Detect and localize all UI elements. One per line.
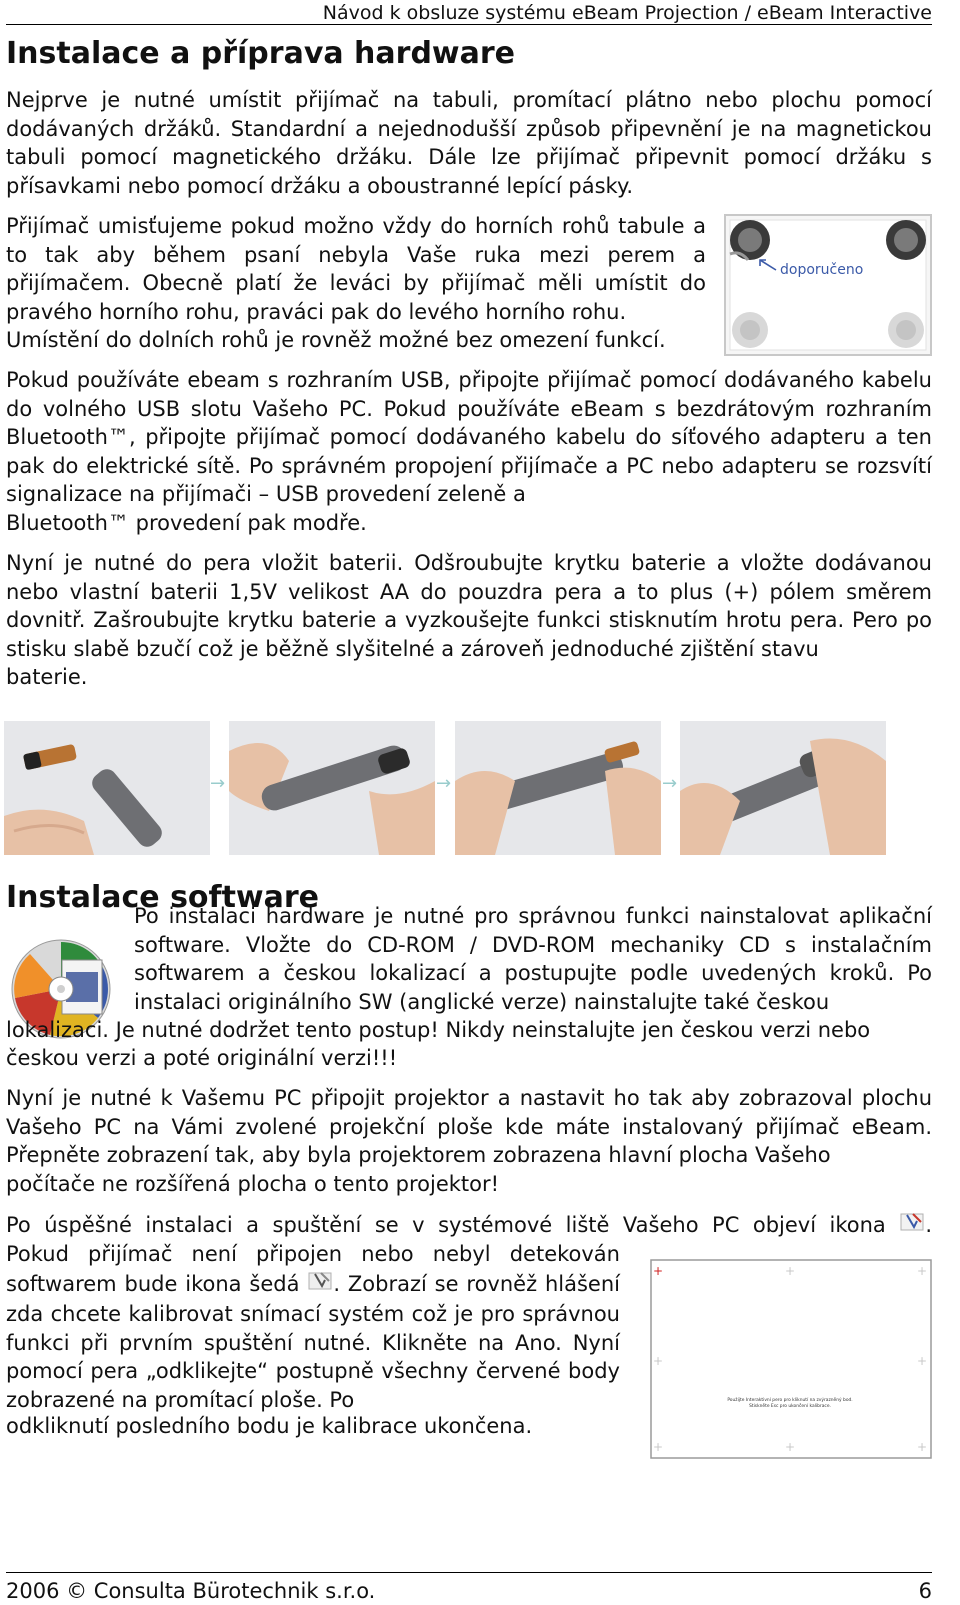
page-header — [6, 0, 932, 25]
svg-text:+: + — [916, 1354, 928, 1368]
paragraph-receiver-placement: Přijímač umisťujeme pokud možno vždy do horních rohů tabule a to tak aby během psaní nebyla Vaše ruka mezi perem a přijímačem. Obecně platí že leváci by přijímač měli umístit do pravého horního rohu, praváci pak do levého horního rohu. — [6, 214, 706, 324]
battery-photo-4 — [680, 721, 886, 855]
svg-text:+: + — [652, 1264, 664, 1278]
paragraph-tray-icon: Po úspěšné instalaci a spuštění se v systémové liště Vašeho PC objeví ikona . — [6, 1210, 932, 1242]
step-arrow-icon: → — [436, 773, 452, 794]
paragraph-battery-last: baterie. — [6, 665, 88, 689]
battery-photo-2 — [229, 721, 435, 855]
paragraph-hardware-intro: Nejprve je nutné umístit přijímač na tabuli, promítací plátno nebo plochu pomocí dodávaných držáků. Standardní a nejednodušší způsob připevnění je na magnetickou tabuli pomocí magnetického držáku. Dále lze přijímač připevnit pomocí držáku s přísavkami nebo pomocí držáku a oboustranné lepící pásky. — [6, 88, 932, 198]
ebeam-tray-icon — [899, 1210, 925, 1242]
step-arrow-icon: → — [662, 773, 678, 794]
ebeam-tray-icon-grey — [307, 1269, 333, 1301]
figure-label-recommended: doporučeno — [780, 262, 864, 278]
paragraph-receiver-placement-last: Umístění do dolních rohů je rovněž možné bez omezení funkcí. — [6, 328, 666, 352]
section-heading-hardware: Instalace a příprava hardware — [6, 36, 516, 71]
svg-text:+: + — [916, 1264, 928, 1278]
paragraph-projector: Nyní je nutné k Vašemu PC připojit projektor a nastavit ho tak aby zobrazoval plochu Vašeho PC na Vámi zvolené projekční ploše kde máte instalovaný přijímač eBeam. Přepněte zobrazení tak, aby byla projektorem zobrazena hlavní plocha Vašeho — [6, 1086, 932, 1168]
page-footer — [6, 1572, 932, 1603]
battery-photo-3 — [455, 721, 661, 855]
paragraph-battery: Nyní je nutné do pera vložit baterii. Odšroubujte krytku baterie a vložte dodávanou nebo vlastní baterii 1,5V velikost AA do pouzdra pera a to plus (+) pólem směrem dovnitř. Zašroubujte krytku baterie a vyzkoušejte funkci stisknutím hrotu pera. Pero po stisku slabě bzučí což je běžně slyšitelné a zároveň jednoduché zjištění stavu — [6, 551, 932, 661]
svg-text:+: + — [784, 1264, 796, 1278]
svg-text:+: + — [916, 1440, 928, 1454]
battery-photo-1 — [4, 721, 210, 855]
paragraph-usb-bluetooth: Pokud používáte ebeam s rozhraním USB, připojte přijímač pomocí dodávaného kabelu do volného USB slotu Vašeho PC. Pokud používáte eBeam s bezdrátovým rozhraním Bluetooth™, připojte přijímač pomocí dodávaného kabelu do síťového adapteru a ten pak do elektrické sítě. Po správném propojení přijímače a PC nebo adapteru se rozsvítí signalizace na přijímači – USB provedení zeleně a — [6, 368, 932, 507]
header-title: Návod k obsluze systému eBeam Projection / eBeam Interactive — [322, 2, 932, 24]
section-heading-software: Instalace software — [6, 880, 320, 915]
page-number: 6 — [918, 1579, 932, 1603]
svg-text:+: + — [652, 1440, 664, 1454]
paragraph-software-install: Po instalaci hardware je nutné pro správnou funkci nainstalovat aplikační software. Vložte do CD-ROM / DVD-ROM mechaniky CD s instalačním softwarem a českou lokalizací a postupujte podle uvedených kroků. Po instalaci originálního SW (anglické verze) nainstalujte také českou — [134, 904, 932, 1014]
paragraph-calibration: Pokud přijímač není připojen nebo nebyl detekován softwarem bude ikona šedá . Zobrazí se rovněž hlášení zda chcete kalibrovat snímací systém což je pro správnou funkci při prvním spuštění nutné. Klikněte na Ano. Nyní pomocí pera „odklikejte“ postupně všechny červené body zobrazené na promítací ploše. Po — [6, 1242, 620, 1412]
paragraph-software-install-cont: lokalizaci. Je nutné dodržet tento postup! Nikdy neinstalujte jen českou verzi nebo — [6, 1018, 871, 1042]
step-arrow-icon: → — [210, 773, 226, 794]
paragraph-usb-bluetooth-last: Bluetooth™ provedení pak modře. — [6, 511, 367, 535]
paragraph-projector-last: počítače ne rozšířená plocha o tento projektor! — [6, 1172, 500, 1196]
paragraph-calibration-last: odkliknutí posledního bodu je kalibrace ukončena. — [6, 1414, 533, 1438]
receiver-placement-figure — [724, 214, 932, 356]
svg-text:+: + — [784, 1440, 796, 1454]
svg-text:+: + — [652, 1354, 664, 1368]
paragraph-software-install-last: českou verzi a poté originální verzi!!! — [6, 1046, 398, 1070]
calibration-screen-figure — [650, 1259, 932, 1459]
calibration-instruction-line1: Použijte Interaktivní pero pro kliknutí na zvýrazněný bod. — [727, 1398, 853, 1403]
footer-copyright: 2006 © Consulta Bürotechnik s.r.o. — [6, 1579, 376, 1603]
calibration-instruction-line2: Stiskněte Esc pro ukončení kalibrace. — [749, 1404, 831, 1409]
